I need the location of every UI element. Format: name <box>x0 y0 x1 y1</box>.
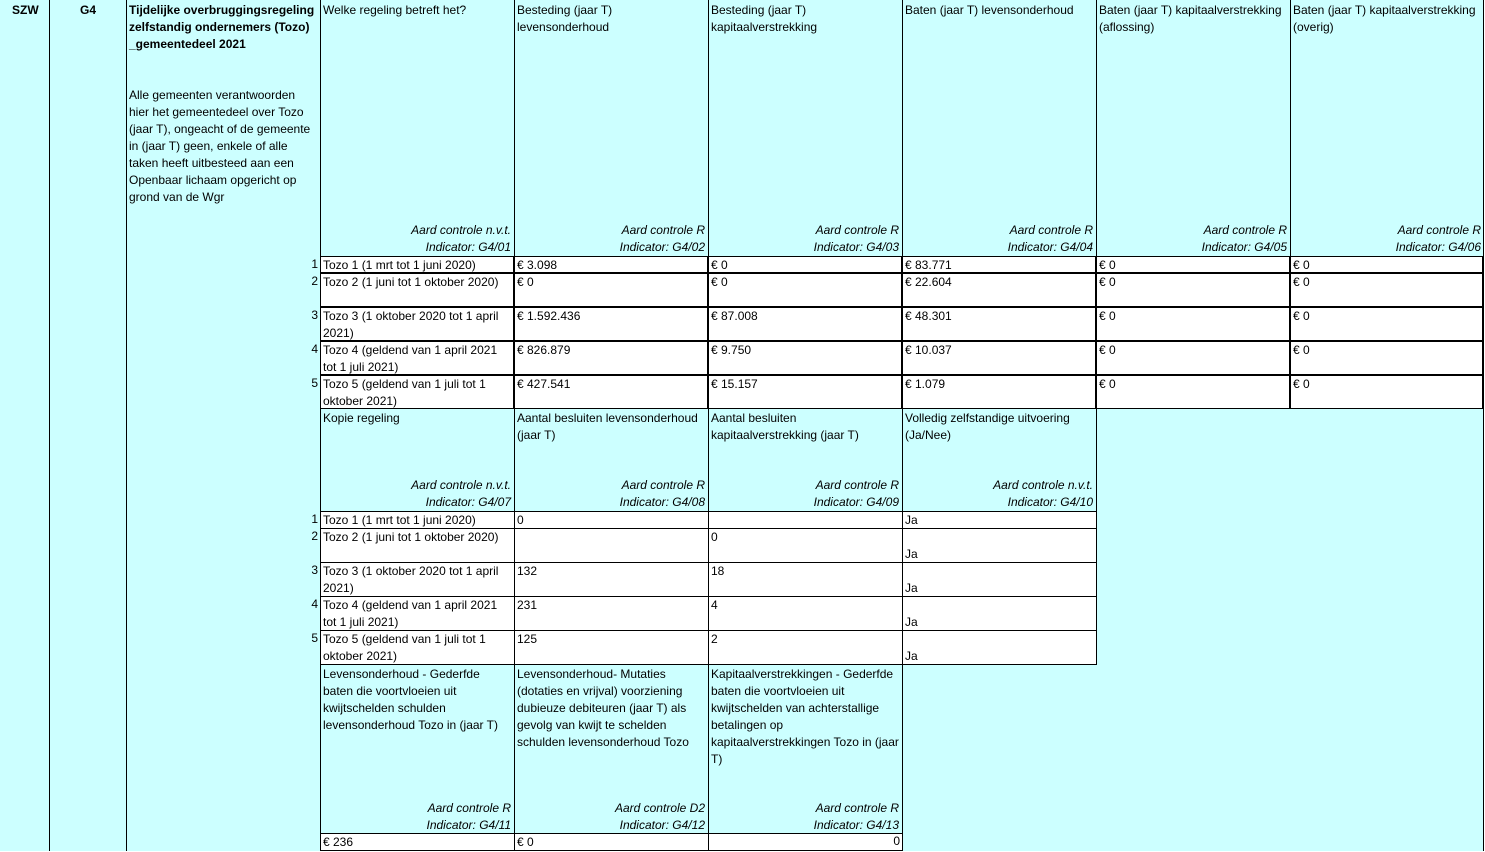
s1-value: € 427.541 <box>517 377 571 391</box>
s2-control-3: Aard controle R <box>815 478 899 492</box>
col-ministry-bg <box>0 0 49 851</box>
s1-indicator-4: Indicator: G4/04 <box>1007 240 1093 254</box>
s1-value: € 826.879 <box>517 343 571 357</box>
s2-indicator-3: Indicator: G4/09 <box>813 495 899 509</box>
s1-value: € 0 <box>1099 258 1116 272</box>
s2-row-label: Tozo 3 (1 oktober 2020 tot 1 april 2021) <box>323 564 499 595</box>
s1-row-number: 2 <box>311 274 318 288</box>
s1-value: € 1.592.436 <box>517 309 581 323</box>
s1-value: € 0 <box>1099 309 1116 323</box>
s2-value: Ja <box>905 547 918 561</box>
sec3-right-bg <box>902 833 1483 851</box>
s2-row-number: 4 <box>311 597 318 611</box>
s2-value: 2 <box>711 632 718 646</box>
s2-value: 4 <box>711 598 718 612</box>
s3-indicator-3: Indicator: G4/13 <box>813 818 899 832</box>
s1-row-label: Tozo 1 (1 mrt tot 1 juni 2020) <box>323 258 476 272</box>
s1-value: € 0 <box>711 258 728 272</box>
s1-value: € 1.079 <box>905 377 946 391</box>
s1-header-1: Welke regeling betreft het? <box>323 3 467 17</box>
s3-indicator-2: Indicator: G4/12 <box>619 818 705 832</box>
s2-control-2: Aard controle R <box>621 478 705 492</box>
s1-value: € 0 <box>1293 309 1310 323</box>
s1-value: € 0 <box>1099 275 1116 289</box>
s1-row-label: Tozo 4 (geldend van 1 april 2021 tot 1 juli 2021) <box>323 343 498 374</box>
s2-value: Ja <box>905 649 918 663</box>
s2-row-number: 2 <box>311 529 318 543</box>
s3-value-3: 0 <box>893 834 900 848</box>
s3-indicator-1: Indicator: G4/11 <box>426 818 511 832</box>
s2-row-label: Tozo 2 (1 juni tot 1 oktober 2020) <box>323 530 499 544</box>
s2-row-label: Tozo 4 (geldend van 1 april 2021 tot 1 juli 2021) <box>323 598 498 629</box>
s1-row-label: Tozo 3 (1 oktober 2020 tot 1 april 2021) <box>323 309 499 340</box>
s2-header-1: Kopie regeling <box>323 411 400 425</box>
s1-value: € 0 <box>1099 343 1116 357</box>
s2-value: 0 <box>517 513 524 527</box>
s3-control-1: Aard controle R <box>427 801 511 815</box>
s1-value: € 0 <box>1099 377 1116 391</box>
s2-value: 132 <box>517 564 538 578</box>
s2-value-cell[interactable] <box>708 511 903 529</box>
s2-value: 18 <box>711 564 725 578</box>
s1-indicator-1: Indicator: G4/01 <box>425 240 511 254</box>
s1-value: € 9.750 <box>711 343 752 357</box>
s1-value: € 48.301 <box>905 309 952 323</box>
s1-indicator-6: Indicator: G4/06 <box>1395 240 1481 254</box>
s2-value: 0 <box>711 530 718 544</box>
s2-row-number: 5 <box>311 631 318 645</box>
s1-row-number: 4 <box>311 342 318 356</box>
s1-value: € 83.771 <box>905 258 952 272</box>
s1-control-3: Aard controle R <box>815 223 899 237</box>
s2-value <box>709 511 901 513</box>
col-code-bg <box>49 0 126 851</box>
s1-value: € 0 <box>711 275 728 289</box>
s2-value: Ja <box>905 615 918 629</box>
s1-control-4: Aard controle R <box>1009 223 1093 237</box>
s2-control-4: Aard controle n.v.t. <box>993 478 1093 492</box>
s2-header-3: Aantal besluiten kapitaalverstrekking (jaar T) <box>711 411 859 442</box>
s1-control-1: Aard controle n.v.t. <box>411 223 511 237</box>
s3-control-2: Aard controle D2 <box>614 801 705 815</box>
s3-control-3: Aard controle R <box>815 801 899 815</box>
s1-control-2: Aard controle R <box>621 223 705 237</box>
s1-value: € 0 <box>517 275 534 289</box>
s1-header-5: Baten (jaar T) kapitaalverstrekking (aflossing) <box>1099 3 1282 34</box>
s2-row-number: 3 <box>311 563 318 577</box>
s2-control-1: Aard controle n.v.t. <box>411 478 511 492</box>
s2-indicator-4: Indicator: G4/10 <box>1007 495 1093 509</box>
s3-header-1: Levensonderhoud - Gederfde baten die voortvloeien uit kwijtschelden schulden levensonderhoud Tozo in (jaar T) <box>323 667 498 732</box>
description-text: Alle gemeenten verantwoorden hier het gemeentedeel over Tozo (jaar T), ongeacht of de gemeente in (jaar T) geen, enkele of alle taken heeft uitbesteed aan een Openbaar lichaam opgericht op grond van de Wgr <box>129 88 311 204</box>
s3-header-3: Kapitaalverstrekkingen - Gederfde baten die voortvloeien uit kwijtschelden van achterstallige betalingen op kapitaalverstrekkingen Tozo in (jaar T) <box>711 667 899 766</box>
s1-header-6: Baten (jaar T) kapitaalverstrekking (overig) <box>1293 3 1476 34</box>
s2-row-label: Tozo 1 (1 mrt tot 1 juni 2020) <box>323 513 476 527</box>
s2-row-number: 1 <box>311 512 318 526</box>
s1-value: € 10.037 <box>905 343 952 357</box>
s2-indicator-2: Indicator: G4/08 <box>619 495 705 509</box>
s1-indicator-5: Indicator: G4/05 <box>1201 240 1287 254</box>
s1-row-number: 5 <box>311 376 318 390</box>
s1-indicator-3: Indicator: G4/03 <box>813 240 899 254</box>
s2-value: Ja <box>905 513 918 527</box>
s1-row-label: Tozo 2 (1 juni tot 1 oktober 2020) <box>323 275 499 289</box>
s1-value: € 22.604 <box>905 275 952 289</box>
s1-value: € 0 <box>1293 377 1310 391</box>
sec2-right-bg <box>1096 511 1483 664</box>
s3-value-1: € 236 <box>323 835 354 849</box>
s2-value: Ja <box>905 581 918 595</box>
s1-header-4: Baten (jaar T) levensonderhoud <box>905 3 1074 17</box>
s2-header-4: Volledig zelfstandige uitvoering (Ja/Nee) <box>905 411 1070 442</box>
s1-control-5: Aard controle R <box>1203 223 1287 237</box>
s2-value: 125 <box>517 632 538 646</box>
s1-row-label: Tozo 5 (geldend van 1 juli tot 1 oktober 2021) <box>323 377 486 408</box>
s1-row-number: 3 <box>311 308 318 322</box>
s2-header-2: Aantal besluiten levensonderhoud (jaar T) <box>517 411 698 442</box>
s2-indicator-1: Indicator: G4/07 <box>425 495 511 509</box>
s1-value: € 0 <box>1293 343 1310 357</box>
page-title: Tijdelijke overbruggingsregeling zelfstandig ondernemers (Tozo) _gemeentedeel 2021 <box>129 3 315 51</box>
s1-value: € 0 <box>1293 275 1310 289</box>
s2-value-cell[interactable] <box>514 528 709 563</box>
s1-value: € 3.098 <box>517 258 558 272</box>
s1-row-number: 1 <box>311 257 318 271</box>
ministry-label: SZW <box>12 3 39 17</box>
s1-control-6: Aard controle R <box>1397 223 1481 237</box>
s1-header-2: Besteding (jaar T) levensonderhoud <box>517 3 613 34</box>
s2-value: 231 <box>517 598 538 612</box>
s2-value <box>515 528 707 530</box>
s1-value: € 87.008 <box>711 309 758 323</box>
s3-header-2: Levensonderhoud- Mutaties (dotaties en vrijval) voorziening dubieuze debiteuren (jaar T) als gevolg van kwijt te schelden schulden levensonderhoud Tozo <box>517 667 689 749</box>
s3-value-2: € 0 <box>517 835 534 849</box>
s1-header-3: Besteding (jaar T) kapitaalverstrekking <box>711 3 818 34</box>
s1-indicator-2: Indicator: G4/02 <box>619 240 705 254</box>
s1-value: € 0 <box>1293 258 1310 272</box>
s2-row-label: Tozo 5 (geldend van 1 juli tot 1 oktober 2021) <box>323 632 486 663</box>
code-label: G4 <box>80 3 97 17</box>
s1-value: € 15.157 <box>711 377 758 391</box>
